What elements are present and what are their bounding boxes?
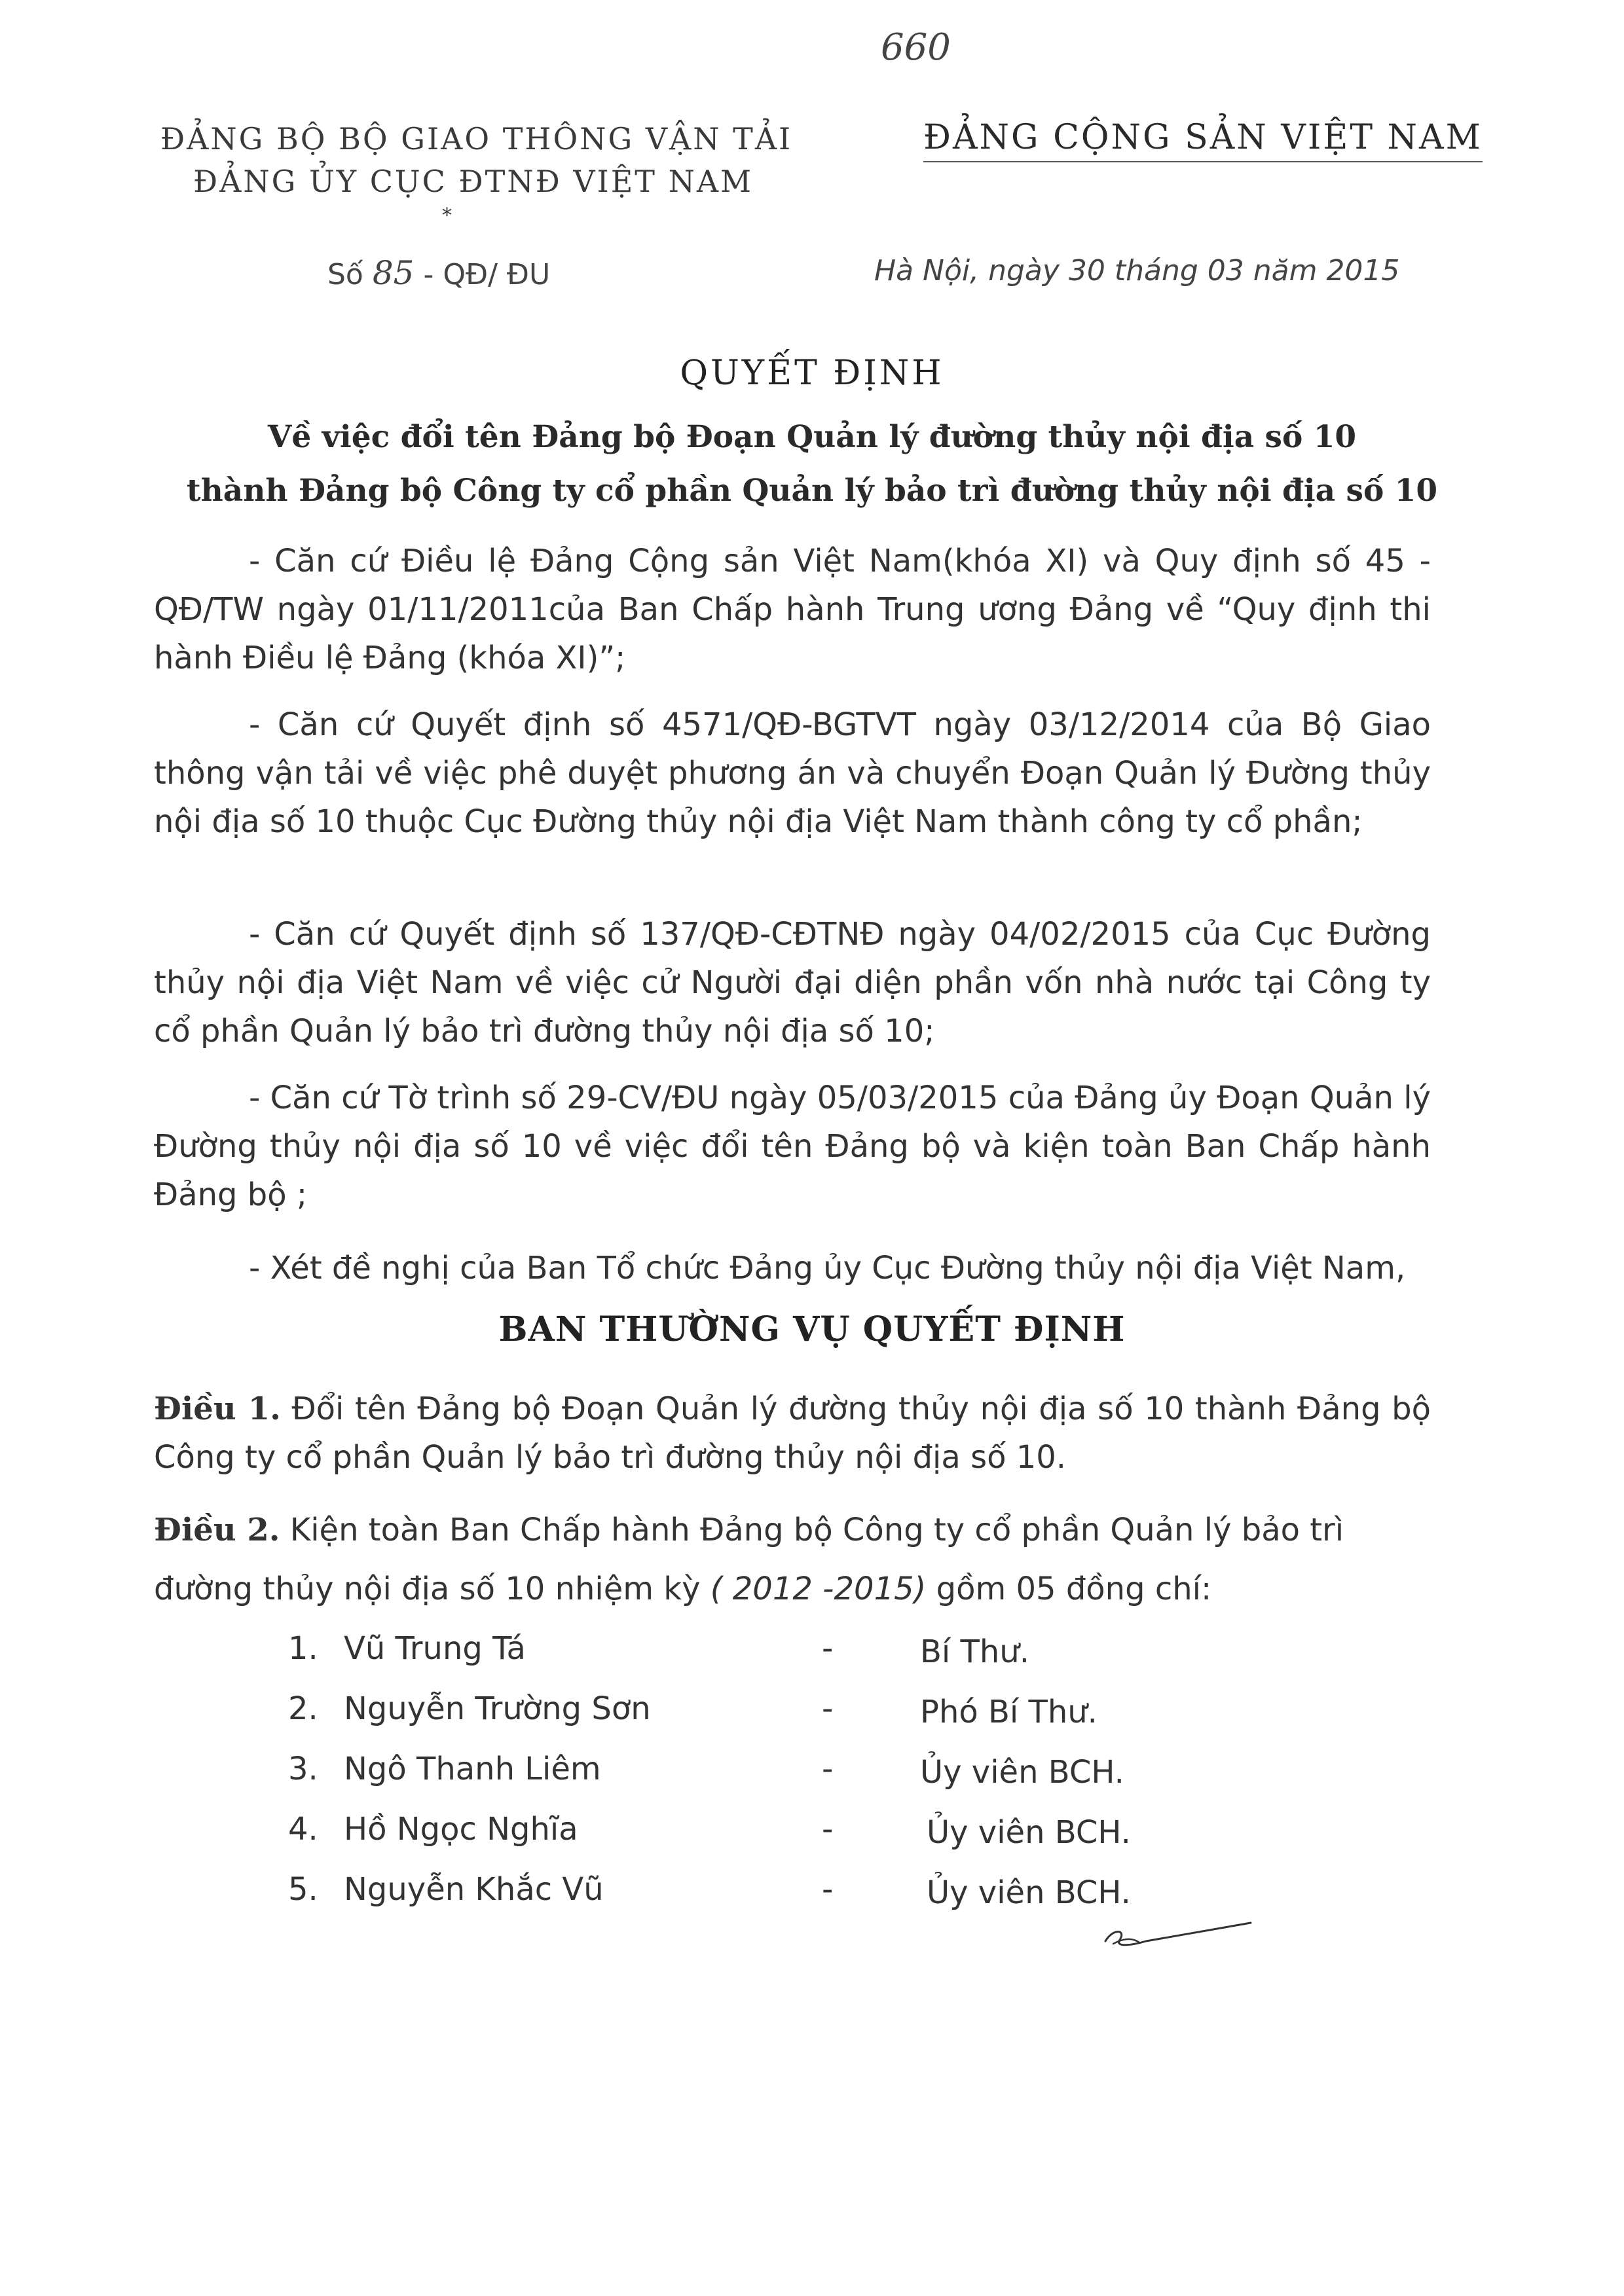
decision-heading: BAN THƯỜNG VỤ QUYẾT ĐỊNH <box>498 1309 1126 1349</box>
article-1-label: Điều 1. <box>154 1391 281 1427</box>
member-4-name: Hồ Ngọc Nghĩa <box>344 1811 578 1848</box>
member-2-name: Nguyễn Trường Sơn <box>344 1690 651 1727</box>
member-1-number: 1. <box>288 1630 318 1667</box>
basis-paragraph-1: - Căn cứ Điều lệ Đảng Cộng sản Việt Nam(khóa XI) và Quy định số 45 - QĐ/TW ngày 01/11/2011của Ban Chấp hành Trung ương Đảng về “Quy định thi hành Điều lệ Đảng (khóa XI)”; <box>154 543 1431 676</box>
basis-paragraph-4: - Căn cứ Tờ trình số 29-CV/ĐU ngày 05/03/2015 của Đảng ủy Đoạn Quản lý Đường thủy nội địa số 10 về việc đổi tên Đảng bộ và kiện toàn Ban Chấp hành Đảng bộ ; <box>154 1080 1431 1213</box>
place-date-text: Hà Nội, ngày 30 tháng 03 năm 2015 <box>874 254 1400 287</box>
article-2-text-line-2a: đường thủy nội địa số 10 nhiệm kỳ <box>154 1571 701 1607</box>
document-number <box>327 254 550 292</box>
member-3-dash: - <box>822 1751 834 1787</box>
document-title: QUYẾT ĐỊNH <box>680 354 944 393</box>
member-5-number: 5. <box>288 1871 318 1908</box>
member-3-name: Ngô Thanh Liêm <box>344 1751 601 1787</box>
number-suffix: - QĐ/ ĐU <box>423 258 551 291</box>
article-1-text: Đổi tên Đảng bộ Đoạn Quản lý đường thủy nội địa số 10 thành Đảng bộ Công ty cổ phần Quản lý bảo trì đường thủy nội địa số 10. <box>154 1391 1431 1476</box>
number-prefix: Số <box>327 258 363 291</box>
initials-scribble <box>1100 1915 1257 1961</box>
member-2-role: Phó Bí Thư. <box>920 1694 1098 1730</box>
basis-paragraph-3: - Căn cứ Quyết định số 137/QĐ-CĐTNĐ ngày 04/02/2015 của Cục Đường thủy nội địa Việt Nam về việc cử Người đại diện phần vốn nhà nước tại Công ty cổ phần Quản lý bảo trì đường thủy nội địa số 10; <box>154 916 1431 1049</box>
article-2-term: ( 2012 -2015) <box>710 1571 927 1607</box>
member-5-dash: - <box>822 1871 834 1908</box>
org-line-2: ĐẢNG ỦY CỤC ĐTNĐ VIỆT NAM <box>193 164 754 199</box>
member-2-dash: - <box>822 1690 834 1727</box>
member-4-role: Ủy viên BCH. <box>927 1814 1131 1851</box>
org-star: * <box>442 204 454 227</box>
member-5-role: Ủy viên BCH. <box>927 1874 1131 1911</box>
article-2-line-2 <box>154 1565 1437 1613</box>
place-date <box>874 254 1399 287</box>
member-3-role: Ủy viên BCH. <box>920 1754 1124 1791</box>
member-1-role: Bí Thư. <box>920 1633 1029 1670</box>
party-name-text: ĐẢNG CỘNG SẢN VIỆT NAM <box>923 118 1483 162</box>
subtitle-line-2: thành Đảng bộ Công ty cổ phần Quản lý bảo trì đường thủy nội địa số 10 <box>186 473 1438 509</box>
handwritten-number: 660 <box>881 26 951 69</box>
member-3-number: 3. <box>288 1751 318 1787</box>
member-1-name: Vũ Trung Tá <box>344 1630 526 1667</box>
article-2-text-line-1: Kiện toàn Ban Chấp hành Đảng bộ Công ty cổ phần Quản lý bảo trì <box>289 1512 1344 1548</box>
member-5-name: Nguyễn Khắc Vũ <box>344 1871 604 1908</box>
member-2-number: 2. <box>288 1690 318 1727</box>
article-2-label: Điều 2. <box>154 1512 280 1548</box>
article-2 <box>154 1506 1437 1554</box>
member-1-dash: - <box>822 1630 834 1667</box>
basis-paragraph-5: - Xét đề nghị của Ban Tổ chức Đảng ủy Cục Đường thủy nội địa Việt Nam, <box>249 1250 1406 1286</box>
article-1 <box>154 1385 1431 1482</box>
member-4-dash: - <box>822 1811 834 1848</box>
org-line-1: ĐẢNG BỘ BỘ GIAO THÔNG VẬN TẢI <box>160 121 793 156</box>
article-2-text-line-2b: gồm 05 đồng chí: <box>936 1571 1212 1607</box>
basis-paragraph-2: - Căn cứ Quyết định số 4571/QĐ-BGTVT ngày 03/12/2014 của Bộ Giao thông vận tải về việc phê duyệt phương án và chuyển Đoạn Quản lý Đường thủy nội địa số 10 thuộc Cục Đường thủy nội địa Việt Nam thành công ty cổ phần; <box>154 706 1431 840</box>
number-value: 85 <box>372 254 415 292</box>
party-name <box>923 118 1483 157</box>
subtitle-line-1: Về việc đổi tên Đảng bộ Đoạn Quản lý đường thủy nội địa số 10 <box>267 419 1357 455</box>
member-4-number: 4. <box>288 1811 318 1848</box>
